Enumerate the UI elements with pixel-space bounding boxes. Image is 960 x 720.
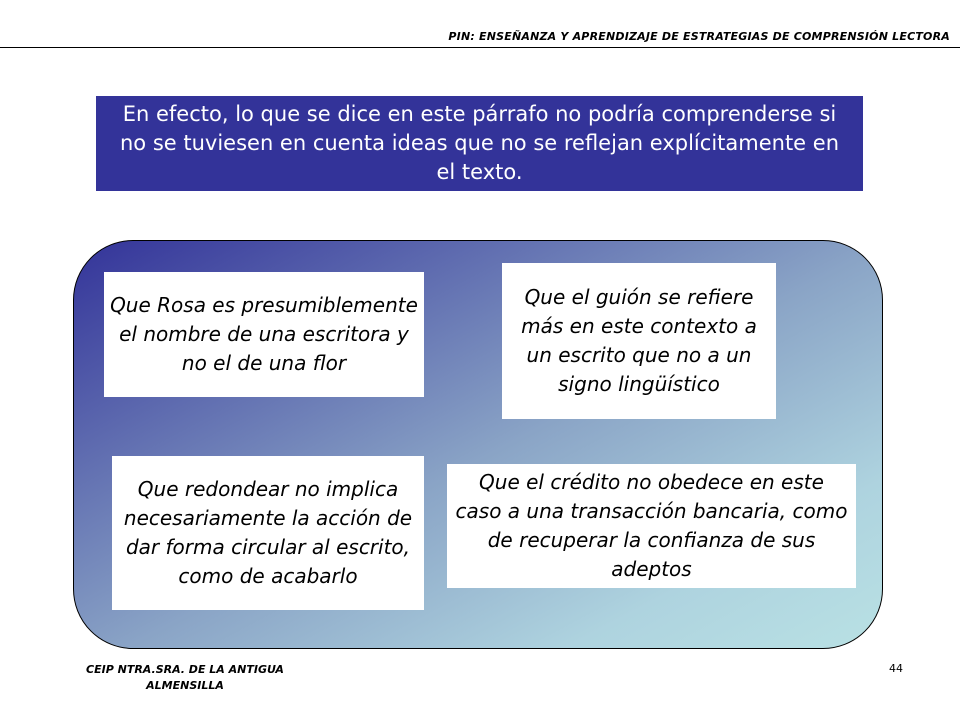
intro-box [96,96,863,191]
idea-card-text: Que el guión se refiere más en este contexto a un escrito que no a un signo lingüístico [521,285,757,396]
intro-text: En efecto, lo que se dice en este párrafo no podría comprenderse si no se tuviesen en cuenta ideas que no se reflejan explícitamente en el texto. [119,102,839,184]
idea-card-text: Que el crédito no obedece en este caso a una transacción bancaria, como de recuperar la confianza de sus adeptos [455,470,848,581]
header-title: PIN: ENSEÑANZA Y APRENDIZAJE DE ESTRATEGIAS DE COMPRENSIÓN LECTORA [448,30,950,43]
idea-card-guion [502,263,776,419]
idea-card-credito [447,464,856,588]
header-divider [0,47,960,48]
idea-card-rosa [104,272,424,397]
page-number: 44 [889,662,903,675]
idea-card-redondear [112,456,424,610]
idea-card-text: Que redondear no implica necesariamente la acción de dar forma circular al escrito, como de acabarlo [123,477,413,588]
idea-card-text: Que Rosa es presumiblemente el nombre de una escritora y no el de una flor [110,293,418,375]
footer-school-name: CEIP NTRA.SRA. DE LA ANTIGUA ALMENSILLA [86,663,284,692]
